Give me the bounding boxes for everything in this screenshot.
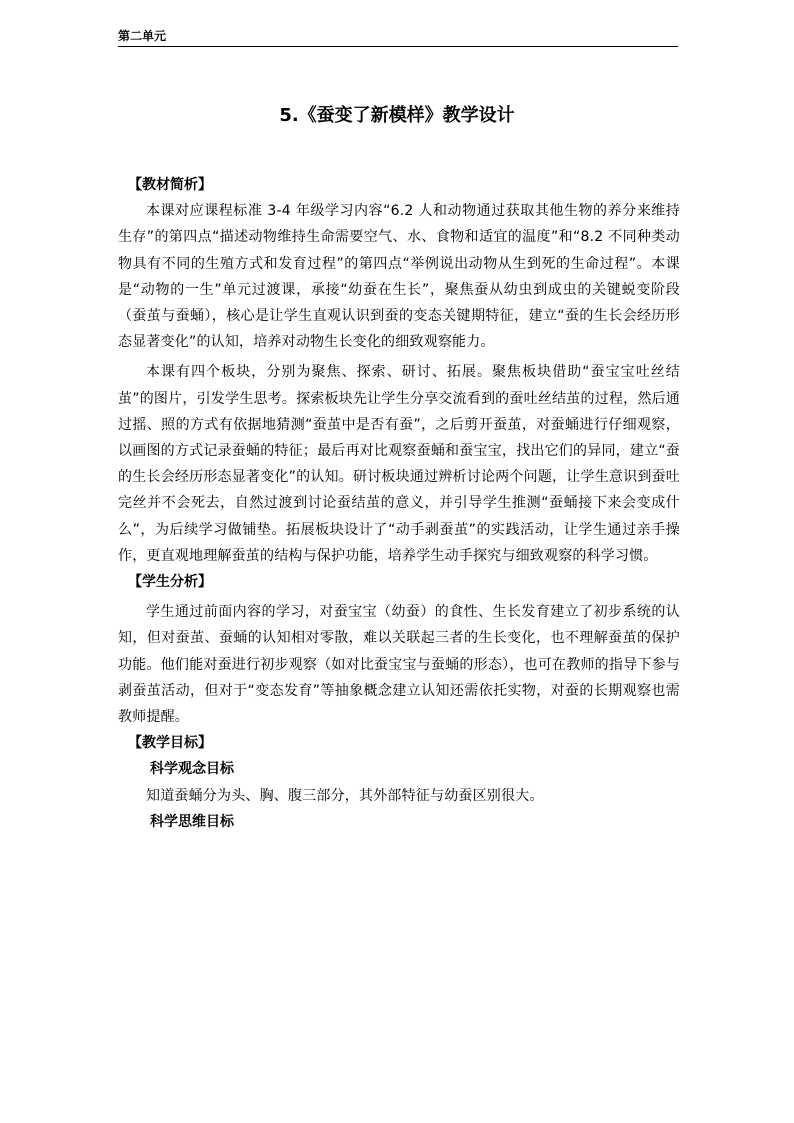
section-heading-goals: 【教学目标】	[128, 735, 212, 752]
section-heading-students: 【学生分析】	[128, 574, 212, 591]
section-heading-material: 【教材简析】	[128, 177, 212, 193]
page-header-unit: 第二单元	[118, 29, 167, 43]
document-title: 5.《蚕变了新模样》教学设计	[279, 105, 515, 126]
paragraph-students-1: 学生通过前面内容的学习，对蚕宝宝（幼蚕）的食性、生长发育建立了初步系统的认知，但对蚕茧、蚕蛹的认知相对零散，难以关联起三者的生长变化，也不理解蚕茧的保护功能。他们能对蚕进行初步观察（如对比蚕宝宝与蚕蛹的形态），也可在教师的指导下参与剥蚕茧活动，但对于“变态发育”等抽象概念建立认知还需依托实物，对蚕的长期观察也需教师提醒。	[118, 604, 680, 726]
header-divider	[118, 46, 678, 47]
subheading-thinking-goal: 科学思维目标	[150, 813, 234, 830]
document-body	[118, 172, 680, 835]
paragraph-concept-goal: 知道蚕蛹分为头、胸、腹三部分，其外部特征与幼蚕区别很大。	[146, 787, 544, 804]
paragraph-material-1: 本课对应课程标准 3-4 年级学习内容“6.2 人和动物通过获取其他生物的养分来维持生存”的第四点“描述动物维持生命需要空气、水、食物和适宜的温度”和“8.2 不同种类动物具有不同的生殖方式和发育过程”的第四点“举例说出动物从生到死的生命过程”。本课是“动物的一生”单元过渡课，承接“幼蚕在生长”，聚焦蚕从幼虫到成虫的关键蜕变阶段（蚕茧与蚕蛹），核心是让学生直观认识到蚕的变态关键期特征，建立“蚕的生长会经历形态显著变化”的认知，培养对动物生长变化的细致观察能力。	[118, 203, 680, 351]
paragraph-material-2: 本课有四个板块，分别为聚焦、探索、研讨、拓展。聚焦板块借助“蚕宝宝吐丝结茧”的图片，引发学生思考。探索板块先让学生分享交流看到的蚕吐丝结茧的过程，然后通过摇、照的方式有依据地猜测“蚕茧中是否有蚕”，之后剪开蚕茧，对蚕蛹进行仔细观察，以画图的方式记录蚕蛹的特征；最后再对比观察蚕蛹和蚕宝宝，找出它们的异同，建立“蚕的生长会经历形态显著变化”的认知。研讨板块通过辨析讨论两个问题，让学生意识到蚕吐完丝并不会死去，自然过渡到讨论蚕结茧的意义，并引导学生推测“蚕蛹接下来会变成什么”，为后续学习做铺垫。拓展板块设计了“动手剥蚕茧”的实践活动，让学生通过亲手操作，更直观地理解蚕茧的结构与保护功能，培养学生动手探究与细致观察的科学习惯。	[118, 364, 680, 564]
subheading-concept-goal: 科学观念目标	[150, 761, 234, 778]
